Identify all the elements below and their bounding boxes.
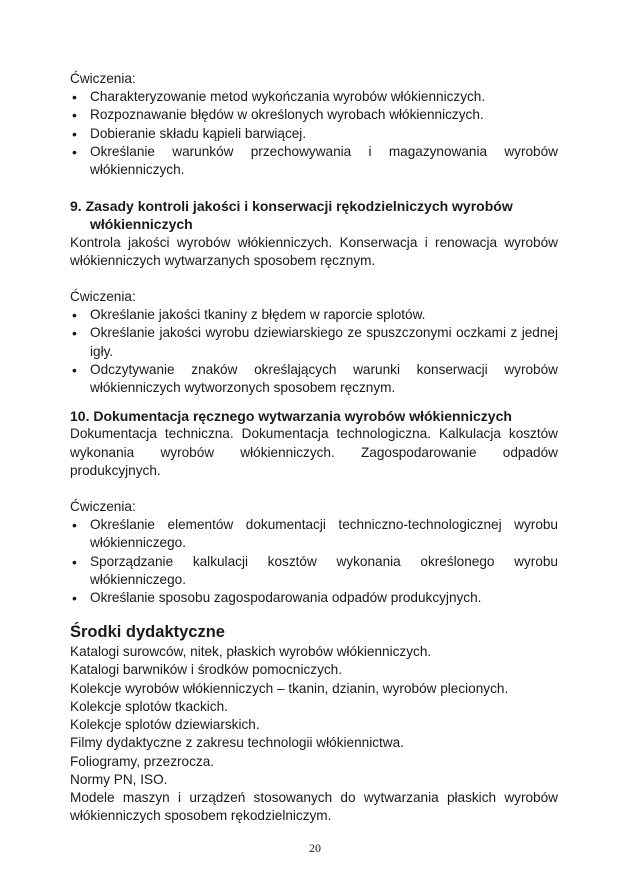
exercises-list — [70, 306, 558, 397]
exercises-label: Ćwiczenia: — [70, 289, 136, 305]
list-item: • Określanie warunków przechowywania i magazynowania wyrobów włókienniczych. — [70, 143, 558, 179]
spacer — [70, 270, 558, 288]
list-item: Kolekcje splotów tkackich. — [70, 698, 228, 714]
list-item: Modele maszyn i urządzeń stosowanych do wytwarzania płaskich wyrobów włókienniczych sposobem rękodzielniczym. — [70, 789, 558, 824]
list-item: • Określanie elementów dokumentacji techniczno-technologicznej wyrobu włókienniczego. — [70, 516, 558, 552]
exercises-list — [70, 88, 558, 179]
section-10-text: Dokumentacja techniczna. Dokumentacja technologiczna. Kalkulacja kosztów wykonania wyrobów włókienniczych. Zagospodarowanie odpadów produkcyjnych. — [70, 426, 558, 478]
section-9-heading: 9. Zasady kontroli jakości i konserwacji rękodzielniczych wyrobów włókienniczych — [70, 198, 513, 233]
teaching-aids-title: Środki dydaktyczne — [70, 623, 225, 642]
spacer — [70, 397, 558, 407]
list-item: • Określanie jakości wyrobu dziewiarskiego ze spuszczonymi oczkami z jednej igły. — [70, 324, 558, 360]
page-content — [70, 70, 558, 825]
spacer — [70, 607, 558, 621]
teaching-aids-list — [70, 643, 558, 825]
list-item: Katalogi barwników i środków pomocniczych. — [70, 662, 342, 678]
list-item: Kolekcje wyrobów włókienniczych – tkanin, dzianin, wyrobów plecionych. — [70, 680, 509, 696]
list-item: • Rozpoznawanie błędów w określonych wyrobach włókienniczych. — [70, 106, 558, 124]
spacer — [70, 480, 558, 498]
exercises-list — [70, 516, 558, 607]
section-10-heading: 10. Dokumentacja ręcznego wytwarzania wyrobów włókienniczych — [70, 408, 512, 425]
exercises-label: Ćwiczenia: — [70, 499, 136, 515]
spacer — [70, 179, 558, 197]
exercises-label: Ćwiczenia: — [70, 71, 136, 86]
list-item: Kolekcje splotów dziewiarskich. — [70, 717, 260, 733]
list-item: • Określanie sposobu zagospodarowania odpadów produkcyjnych. — [70, 589, 558, 607]
section-9-text: Kontrola jakości wyrobów włókienniczych. Konserwacja i renowacja wyrobów włókienniczych wytwarzanych sposobem ręcznym. — [70, 234, 558, 268]
list-item: • Określanie jakości tkaniny z błędem w raporcie splotów. — [70, 306, 558, 324]
list-item: Katalogi surowców, nitek, płaskich wyrobów włókienniczych. — [70, 644, 432, 660]
list-item: • Odczytywanie znaków określających warunki konserwacji wyrobów włókienniczych wytworzonych sposobem ręcznym. — [70, 361, 558, 397]
list-item: Normy PN, ISO. — [70, 771, 168, 787]
list-item: • Charakteryzowanie metod wykończania wyrobów włókienniczych. — [70, 88, 558, 106]
list-item: Foliogramy, przezrocza. — [70, 753, 215, 769]
list-item: • Dobieranie składu kąpieli barwiącej. — [70, 125, 558, 143]
list-item: • Sporządzanie kalkulacji kosztów wykonania określonego wyrobu włókienniczego. — [70, 553, 558, 589]
list-item: Filmy dydaktyczne z zakresu technologii włókiennictwa. — [70, 735, 404, 751]
page-number: 20 — [309, 841, 321, 855]
